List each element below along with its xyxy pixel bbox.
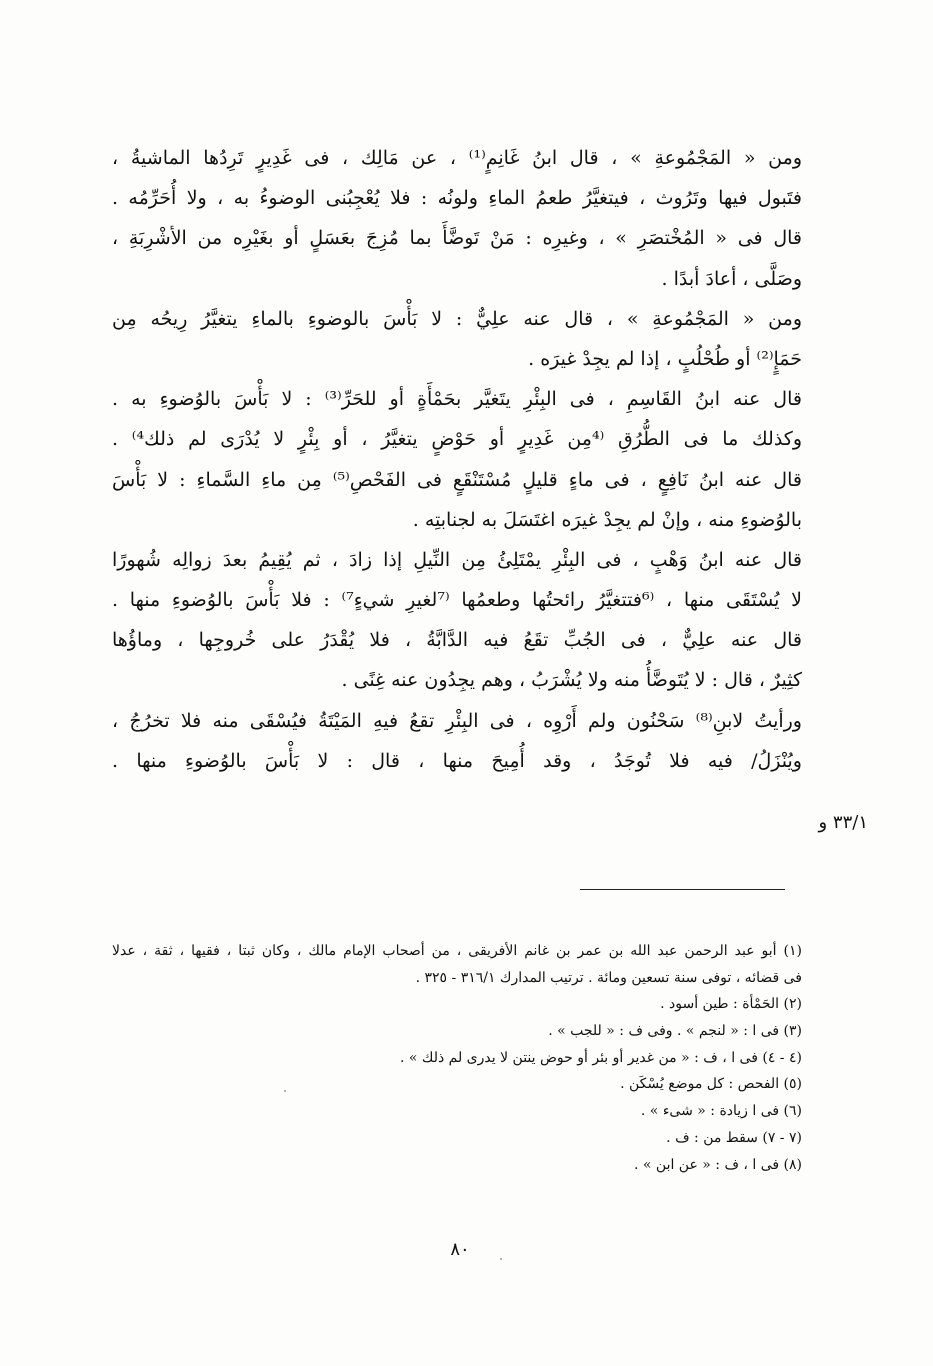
page-number: ٨٠ <box>450 1239 470 1260</box>
text-line: لا يُسْتَقَى منها ، ⁽⁶فتتغيَّرُ رائحتُها وطعمُها ⁽⁷لغيرِ شيءٍ⁷⁾ : فلا بَأْسَ بالوُضوءِ منها . <box>112 589 802 612</box>
text-line: ورأيتُ لابنِ⁽⁸⁾ سَحْنُون ولم أَرْوِه ، فى البِئْرِ تقعُ فيهِ المَيْتَةُ فيُسْقَى منه فلا تخرُجُ ، <box>112 709 802 732</box>
footnote-line: (٣) فى ا : « لنجم » . وفى ف : « للجب » . <box>548 1023 802 1040</box>
footnote-line: (٤ - ٤) فى ا ، ف : « من غدير أو بئر أو حوض ينتن لا يدرى لم ذلك » . <box>399 1049 802 1066</box>
footnote-line: (٨) فى ا ، ف : « عن ابن » . <box>634 1156 802 1173</box>
text-line: ومن « المَجْمُوعةِ » ، قال عنه علِيٌّ : لا بَأْسَ بالوضوءِ بالماءِ يتغيَّرُ رِيحُه مِن <box>112 307 802 330</box>
footnotes <box>112 938 802 1178</box>
footnote-line: (٧ - ٧) سقط من : ف . <box>666 1129 802 1146</box>
scan-speck <box>500 1258 502 1260</box>
text-line: حَمَإٍ⁽²⁾ أو طُحْلُبٍ ، إذا لم يجِدْ غيرَه . <box>528 347 802 370</box>
text-line: فتَبول فيها وتَرُوث ، فيتغيَّرُ طعمُ الماءِ ولونُه : فلا يُعْجِبُنى الوضوءُ به ، ولا أُحَرِّمُه . <box>112 187 802 210</box>
footnote-line: (٥) الفحص : كل موضع يُسْكَن . <box>620 1076 802 1093</box>
text-line: وصَلَّى ، أعادَ أبدًا . <box>661 267 802 290</box>
footnote-line: (٦) فى ا زيادة : « شىء » . <box>640 1103 802 1120</box>
manuscript-folio-note: ٣٣/١ و <box>818 812 868 833</box>
main-text <box>112 138 802 781</box>
text-line: ومن « المَجْمُوعةِ » ، قال ابنُ غَانِمٍ⁽¹⁾ ، عن مَالِك ، فى غَدِيرٍ تَرِدُها الماشيةُ ، <box>112 147 802 169</box>
text-line: قال عنه علِيٌّ ، فى الجُبِّ تقَعُ فيه الدَّابَّةُ ، فلا يُقْدَرُ على خُروجِها ، وماؤُها <box>112 629 802 652</box>
text-line: بالوُضوءِ منه ، وإنْ لم يجِدْ غيرَه اغتَسَلَ به لجنابتِه . <box>412 508 802 531</box>
text-line: قال فى « المُخْتصَرِ » ، وغيرِه : مَنْ تَوضَّأَ بما مُزِجَ بعَسَلٍ أو بغَيْرِه من الأشْرِبَةِ ، <box>112 227 802 250</box>
footnote-separator <box>580 889 785 890</box>
scan-speck <box>284 1090 286 1092</box>
text-line: ويُنْزَلُ/ فيه فلا تُوجَدُ ، وقد أُمِيحَ منها ، قال : لا بَأْسَ بالوُضوءِ منها . <box>112 749 802 772</box>
text-line: كثِيرٌ ، قال : لا يُتَوضَّأُ منه ولا يُشْرَبُ ، وهم يجِدُون عنه غِنًى . <box>341 669 802 692</box>
text-line: قال عنه ابنُ القَاسِمِ ، فى البِئْرِ يتَغيَّر بحَمْأَةٍ أو للحَرِّ⁽³⁾ : لا بَأْسَ بالوُضوءِ به . <box>112 388 802 411</box>
footnote-line: (٢) الحَمْأة : طين أسود . <box>660 996 802 1013</box>
footnote-line: فى قضائه ، توفى سنة تسعين ومائة . ترتيب المدارك ٣١٦/١ - ٣٢٥ . <box>415 969 802 986</box>
text-line: قال عنه ابنُ نَافِعٍ ، فى ماءٍ قليلٍ مُسْتَنْقَعٍ فى الفَحْصِ⁽⁵⁾ مِن ماءِ السَّماءِ : لا بَأْسَ <box>112 468 802 491</box>
footnote-line: (١) أبو عبد الرحمن عبد الله بن عمر بن غانم الأفريقى ، من أصحاب الإمام مالك ، وكان ثبتا ، فقيها ، ثقة ، عدلا <box>112 943 802 959</box>
text-line: وكذلك ما فى الطُّرُقِ ⁽⁴مِن غَدِيرٍ أو حَوْضٍ يتغيَّرُ ، أو بِئْرٍ لا يُدْرَى لم ذلك⁴⁾ . <box>112 428 802 451</box>
text-line: قال عنه ابنُ وَهْبٍ ، فى البِئْرِ يمْتَلِئُ مِن النِّيلِ إذا زادَ ، ثم يُقِيمُ بعدَ زوالِه شُهورًا <box>112 548 802 571</box>
